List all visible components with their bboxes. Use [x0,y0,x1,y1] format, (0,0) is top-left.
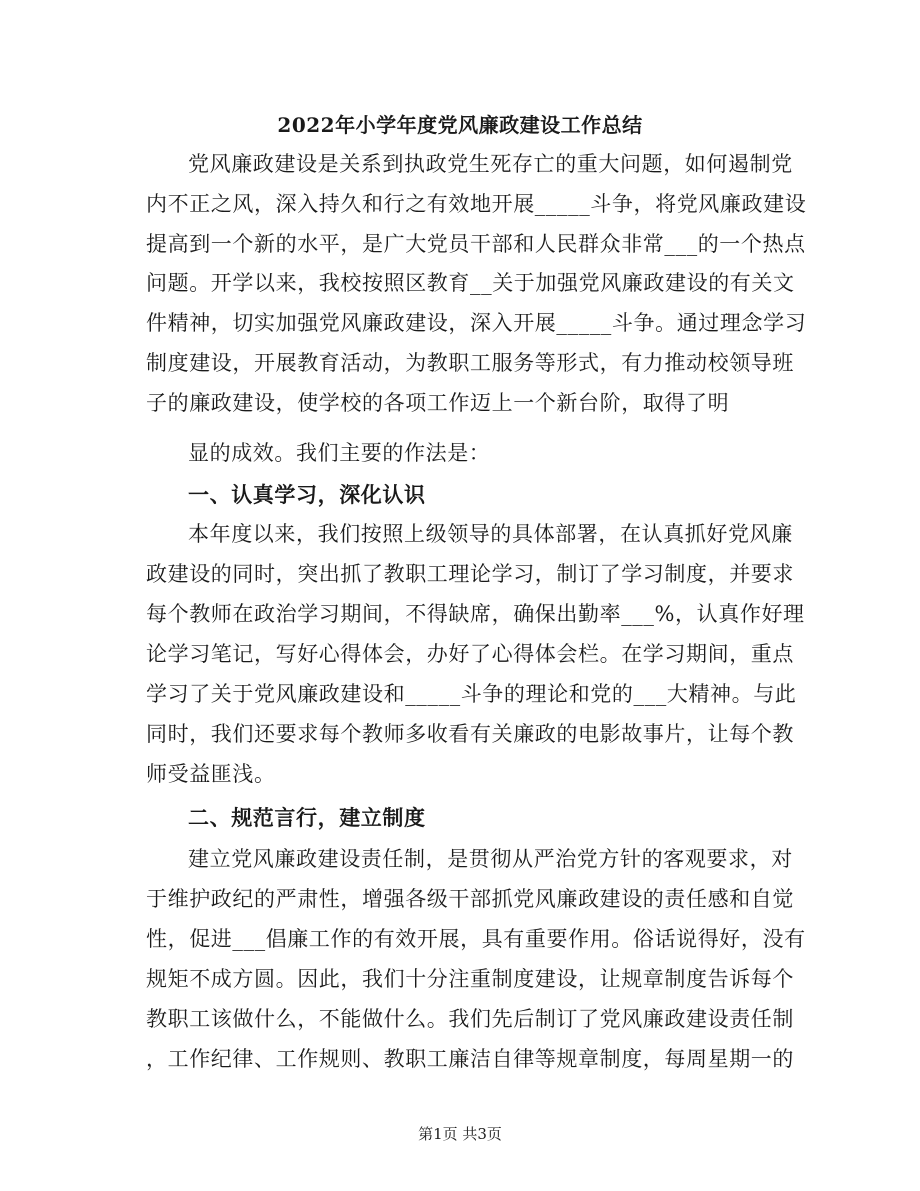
paragraph-line: 性，促进___倡廉工作的有效开展，具有重要作用。俗话说得好，没有 [146,927,806,951]
paragraph-line: 内不正之风，深入持久和行之有效地开展_____斗争，将党风廉政建设 [146,192,807,216]
paragraph-line: 制度建设，开展教育活动，为教职工服务等形式，有力推动校领导班 [146,351,794,375]
paragraph-line: 学习了关于党风廉政建设和_____斗争的理论和党的___大精神。与此 [146,682,797,706]
paragraph-line: 每个教师在政治学习期间，不得缺席，确保出勤率___%，认真作好理 [146,602,805,626]
paragraph-line: 论学习笔记，写好心得体会，办好了心得体会栏。在学习期间，重点 [146,642,794,666]
section-heading-1: 一、认真学习，深化认识 [188,482,426,507]
paragraph-line: 提高到一个新的水平，是广大党员干部和人民群众非常___的一个热点 [146,232,806,256]
page-number: 第1页 共3页 [418,1125,502,1143]
paragraph-line: 教职工该做什么，不能做什么。我们先后制订了党风廉政建设责任制 [146,1007,794,1031]
paragraph-line: 件精神，切实加强党风廉政建设，深入开展_____斗争。通过理念学习 [146,311,807,335]
paragraph-line: ，工作纪律、工作规则、教职工廉洁自律等规章制度，每周星期一的 [146,1047,794,1071]
paragraph-line: 党风廉政建设是关系到执政党生死存亡的重大问题，如何遏制党 [188,152,793,176]
paragraph-line: 同时，我们还要求每个教师多收看有关廉政的电影故事片，让每个教 [146,722,794,746]
paragraph-line: 本年度以来，我们按照上级领导的具体部署，在认真抓好党风廉 [188,522,793,546]
paragraph-line: 建立党风廉政建设责任制，是贯彻从严治党方针的客观要求，对 [188,847,793,871]
paragraph-line: 师受益匪浅。 [146,762,276,786]
paragraph-line: 显的成效。我们主要的作法是： [188,441,491,465]
paragraph-line: 问题。开学以来，我校按照区教育__关于加强党风廉政建设的有关文 [146,271,795,295]
section-heading-2: 二、规范言行，建立制度 [188,805,426,830]
paragraph-line: 规矩不成方圆。因此，我们十分注重制度建设，让规章制度告诉每个 [146,967,794,991]
paragraph-line: 于维护政纪的严肃性，增强各级干部抓党风廉政建设的责任感和自觉 [146,887,794,911]
paragraph-line: 政建设的同时，突出抓了教职工理论学习，制订了学习制度，并要求 [146,562,794,586]
paragraph-line: 子的廉政建设，使学校的各项工作迈上一个新台阶，取得了明 [146,391,730,415]
document-title: 2022年小学年度党风廉政建设工作总结 [277,113,643,137]
